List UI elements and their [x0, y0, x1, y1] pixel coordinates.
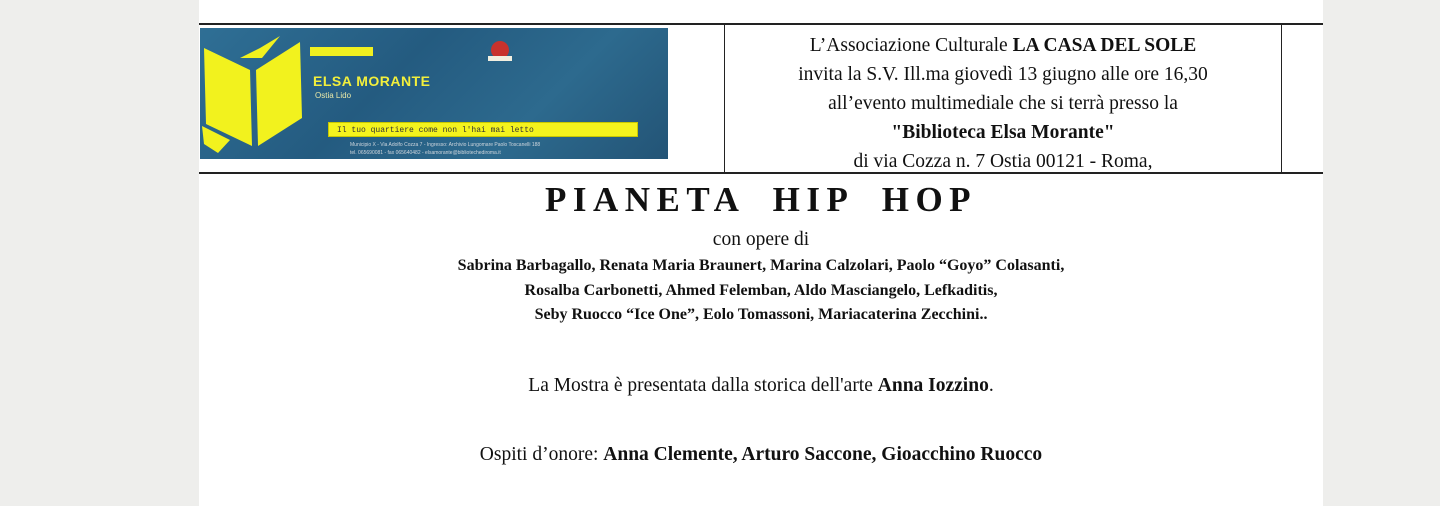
artists-line-1: Sabrina Barbagallo, Renata Maria Braunert, Marina Calzolari, Paolo “Goyo” Colasanti, — [457, 257, 1065, 274]
invite-association-prefix: L’Associazione Culturale — [809, 35, 1013, 56]
works-intro: con opere di — [712, 229, 810, 250]
association-name: LA CASA DEL SOLE — [1012, 35, 1197, 56]
curator-name: Anna Iozzino — [877, 375, 989, 396]
top-rule — [199, 23, 1323, 25]
logo-contact-line1: Municipio X - Via Adolfo Cozza 7 - Ingresso: Archivio Lungomare Paolo Toscanelli 188 — [350, 142, 541, 148]
invite-line-1 — [725, 31, 1281, 60]
rome-seal-icon — [480, 38, 520, 64]
open-book-icon — [200, 28, 310, 159]
logo-tagline: Il tuo quartiere come non l'hai mai letto — [328, 122, 638, 137]
logo-location: Ostia Lido — [315, 91, 352, 100]
logo-yellow-tag — [310, 47, 373, 56]
logo-contact-line2: tel. 065690081 - fax 065640482 - elsamorante@bibliotechediroma.it — [350, 150, 501, 156]
presentation-line — [199, 375, 1323, 397]
artists-line-3: Seby Ruocco “Ice One”, Eolo Tomassoni, Mariacaterina Zecchini.. — [534, 306, 988, 323]
invite-line-3: all’evento multimediale che si terrà presso la — [828, 93, 1178, 114]
invitation-page — [199, 0, 1323, 506]
logo-brand: ELSA MORANTE — [313, 73, 431, 89]
header-right-border — [1281, 23, 1282, 174]
guests-names: Anna Clemente, Arturo Saccone, Gioacchino Ruocco — [603, 444, 1043, 465]
presentation-suffix: . — [988, 375, 994, 396]
event-title: PIANETA HIP HOP — [544, 180, 978, 219]
invite-venue — [725, 118, 1281, 147]
guests-line — [199, 444, 1323, 466]
invite-line-2: invita la S.V. Ill.ma giovedì 13 giugno alle ore 16,30 — [798, 64, 1208, 85]
library-logo — [200, 28, 668, 159]
invite-address: di via Cozza n. 7 Ostia 00121 - Roma, — [853, 151, 1153, 172]
invitation-text — [725, 31, 1281, 176]
presentation-prefix: La Mostra è presentata dalla storica dell'arte — [528, 375, 878, 396]
guests-prefix: Ospiti d’onore: — [479, 444, 604, 465]
venue-name: "Biblioteca Elsa Morante" — [891, 122, 1115, 143]
artists-line-2: Rosalba Carbonetti, Ahmed Felemban, Aldo Masciangelo, Lefkaditis, — [524, 282, 998, 299]
